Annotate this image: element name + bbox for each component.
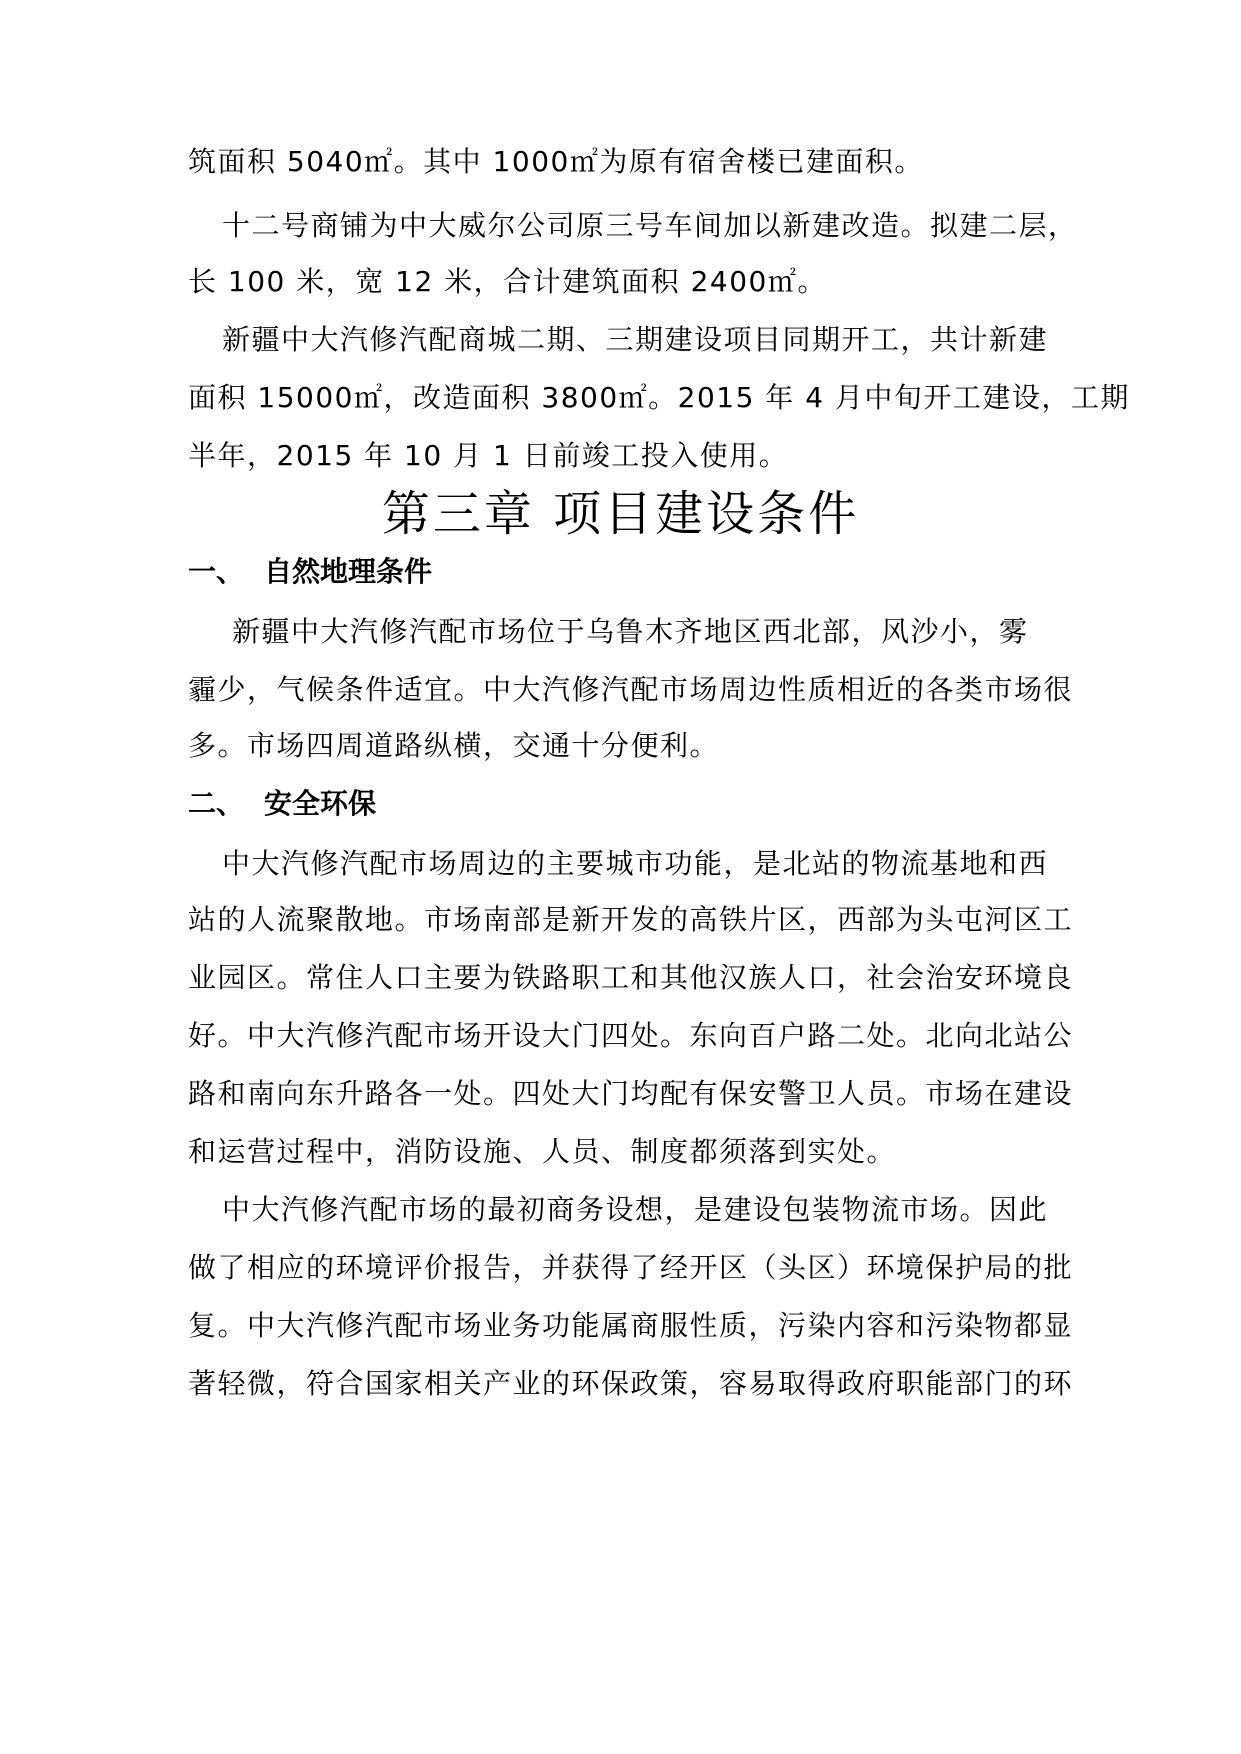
text-line: 路和南向东升路各一处。四处大门均配有保安警卫人员。市场在建设 — [188, 1077, 1074, 1110]
text-line: 和运营过程中，消防设施、人员、制度都须落到实处。 — [188, 1135, 897, 1168]
text-line: 中大汽修汽配市场的最初商务设想，是建设包装物流市场。因此 — [222, 1193, 1049, 1226]
text-line: 面积 15000㎡，改造面积 3800㎡。2015 年 4 月中旬开工建设，工期 — [188, 381, 1130, 414]
text-line: 霾少，气候条件适宜。中大汽修汽配市场周边性质相近的各类市场很 — [188, 673, 1074, 706]
text-line: 好。中大汽修汽配市场开设大门四处。东向百户路二处。北向北站公 — [188, 1019, 1074, 1052]
text-line: 业园区。常住人口主要为铁路职工和其他汉族人口，社会治安环境良 — [188, 961, 1074, 994]
text-line: 多。市场四周道路纵横，交通十分便利。 — [188, 729, 720, 762]
text-line: 半年，2015 年 10 月 1 日前竣工投入使用。 — [188, 439, 789, 472]
section-number: 二、 — [188, 787, 245, 820]
section-title: 安全环保 — [264, 787, 377, 820]
section-heading-natural-geography — [188, 552, 432, 592]
text-line: 中大汽修汽配市场周边的主要城市功能，是北站的物流基地和西 — [222, 847, 1049, 880]
text-line: 站的人流聚散地。市场南部是新开发的高铁片区，西部为头屯河区工 — [188, 903, 1074, 936]
chapter-title: 第三章 项目建设条件 — [381, 486, 860, 542]
text-line: 做了相应的环境评价报告，并获得了经开区（头区）环境保护局的批 — [188, 1251, 1074, 1284]
text-line: 复。中大汽修汽配市场业务功能属商服性质，污染内容和污染物都显 — [188, 1309, 1074, 1342]
section-number: 一、 — [188, 555, 245, 588]
text-line: 新疆中大汽修汽配市场位于乌鲁木齐地区西北部，风沙小，雾 — [232, 615, 1029, 648]
text-line: 十二号商铺为中大威尔公司原三号车间加以新建改造。拟建二层， — [222, 209, 1078, 242]
section-heading-safety-environment — [188, 784, 376, 824]
text-line: 筑面积 5040㎡。其中 1000㎡为原有宿舍楼已建面积。 — [188, 145, 924, 178]
text-line: 著轻微，符合国家相关产业的环保政策，容易取得政府职能部门的环 — [188, 1367, 1074, 1400]
text-line: 长 100 米，宽 12 米，合计建筑面积 2400㎡。 — [188, 265, 827, 298]
section-title: 自然地理条件 — [264, 555, 433, 588]
text-line: 新疆中大汽修汽配商城二期、三期建设项目同期开工，共计新建 — [222, 323, 1049, 356]
